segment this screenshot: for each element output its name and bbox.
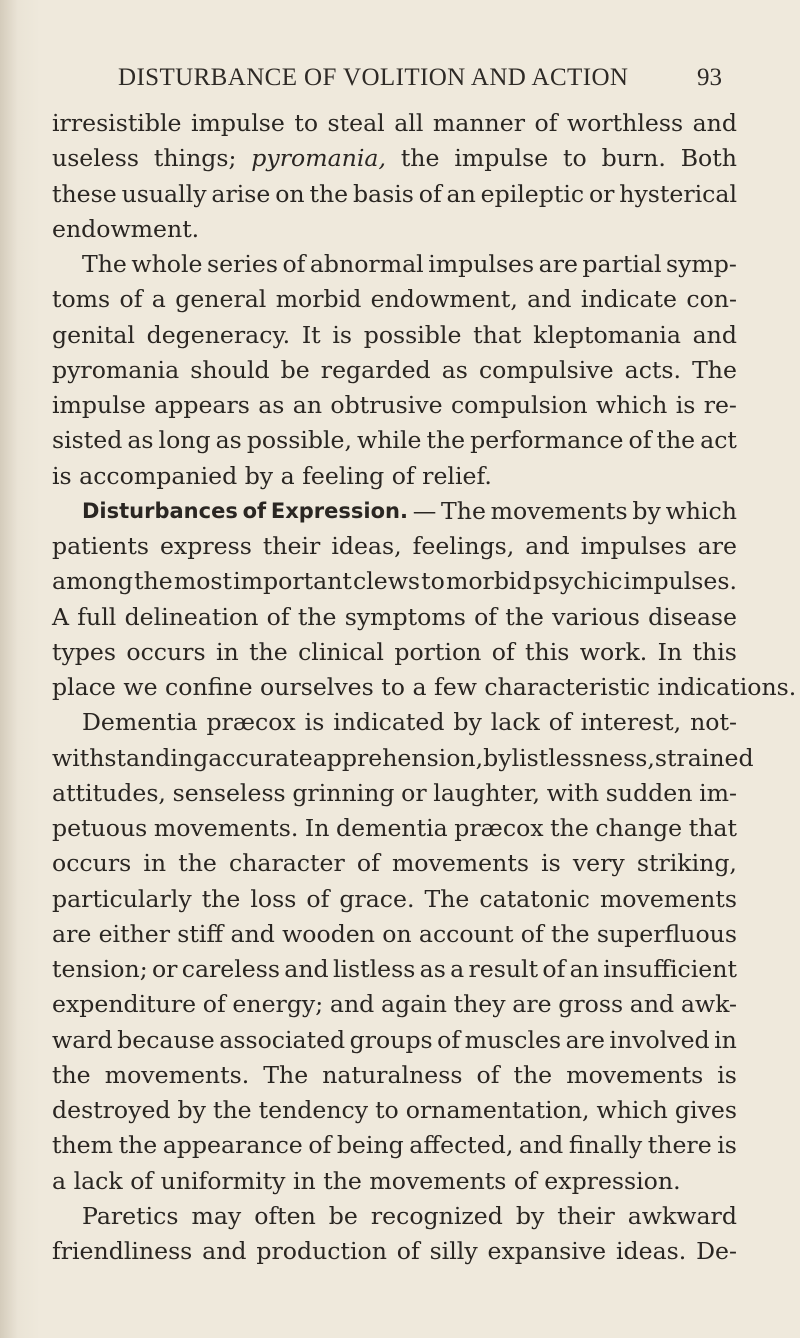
word: is bbox=[717, 1131, 737, 1160]
word: compulsion bbox=[450, 391, 588, 419]
word: among bbox=[52, 567, 133, 596]
word: im- bbox=[699, 778, 737, 807]
word: destroyed bbox=[52, 1096, 171, 1124]
text-line bbox=[52, 318, 737, 353]
word: listless bbox=[332, 955, 416, 983]
word: a bbox=[151, 285, 166, 314]
word: which bbox=[665, 496, 737, 525]
word: movements bbox=[599, 884, 737, 913]
word: in bbox=[215, 637, 239, 666]
word: De- bbox=[696, 1237, 737, 1265]
word: movements bbox=[490, 496, 628, 525]
word: particularly bbox=[52, 884, 192, 913]
word: abnormal bbox=[309, 250, 424, 278]
word: most bbox=[173, 567, 233, 596]
word: pyromania, bbox=[251, 144, 386, 173]
word: performance bbox=[470, 426, 624, 455]
word: the bbox=[201, 884, 241, 913]
word: grinning bbox=[292, 778, 395, 807]
word: is bbox=[675, 391, 696, 419]
word: and bbox=[230, 919, 275, 948]
word: appears bbox=[154, 391, 250, 419]
word: movements. bbox=[104, 1060, 250, 1089]
word: obtrusive bbox=[330, 391, 443, 419]
word: toms bbox=[52, 285, 111, 314]
word: an bbox=[292, 391, 323, 419]
word: or bbox=[401, 778, 427, 807]
text-line bbox=[52, 741, 754, 776]
word: morbid bbox=[445, 567, 532, 596]
text-line bbox=[52, 811, 737, 846]
text-line bbox=[52, 423, 737, 458]
word: accurate bbox=[208, 743, 313, 772]
word: involved bbox=[609, 1025, 710, 1054]
word: account bbox=[418, 919, 514, 948]
word: gives bbox=[674, 1096, 737, 1124]
text-line bbox=[52, 564, 737, 599]
word: and bbox=[329, 990, 375, 1019]
text-span: place we confine ourselves to a few characteristic indications. bbox=[52, 673, 797, 701]
word: and bbox=[525, 532, 570, 560]
word: either bbox=[98, 919, 171, 948]
word: sisted bbox=[52, 426, 123, 455]
word: things; bbox=[153, 144, 237, 173]
word: impulse bbox=[454, 144, 549, 173]
text-line bbox=[52, 282, 737, 317]
word: genital bbox=[52, 320, 135, 349]
word: which bbox=[595, 391, 668, 419]
word: dementia bbox=[336, 814, 448, 842]
text-span: endowment. bbox=[52, 214, 200, 243]
word: the bbox=[178, 849, 217, 878]
word: possible bbox=[363, 320, 462, 349]
word: while bbox=[357, 426, 422, 455]
word: of bbox=[474, 602, 497, 631]
text-line bbox=[52, 917, 737, 952]
word: result bbox=[468, 955, 539, 983]
word: of bbox=[548, 708, 572, 737]
word: the bbox=[505, 602, 544, 631]
word: Disturbances bbox=[82, 498, 238, 523]
word: as bbox=[127, 426, 154, 455]
word: a bbox=[450, 955, 465, 983]
word: energy; bbox=[232, 990, 324, 1019]
word: should bbox=[190, 355, 270, 384]
word: is bbox=[304, 708, 325, 737]
word: useless bbox=[52, 144, 139, 173]
word: change bbox=[595, 814, 683, 842]
word: symp- bbox=[666, 250, 737, 278]
word: to bbox=[563, 144, 587, 173]
text-line bbox=[52, 776, 737, 811]
word: finally bbox=[568, 1131, 643, 1160]
word: Dementia bbox=[82, 708, 198, 737]
body-text bbox=[52, 106, 797, 1269]
word: lack bbox=[490, 708, 540, 737]
word: the bbox=[309, 179, 349, 208]
word: of bbox=[437, 1025, 461, 1054]
word: and bbox=[284, 955, 329, 983]
word: of bbox=[476, 1060, 500, 1089]
word: careless bbox=[181, 955, 280, 983]
word: important bbox=[233, 567, 352, 596]
word: are bbox=[52, 919, 92, 948]
text-line bbox=[52, 459, 737, 494]
word: all bbox=[394, 109, 424, 137]
word: impulse bbox=[52, 391, 146, 419]
word: delineation bbox=[124, 602, 259, 631]
word: be bbox=[328, 1201, 358, 1230]
word: recognized bbox=[370, 1201, 503, 1230]
word: of bbox=[306, 884, 330, 913]
word: The bbox=[263, 1060, 309, 1089]
word: catatonic bbox=[479, 884, 590, 913]
word: muscles bbox=[464, 1025, 562, 1054]
word: degeneracy. bbox=[146, 320, 291, 349]
word: of bbox=[242, 498, 267, 523]
word: awkward bbox=[627, 1201, 737, 1230]
word: to bbox=[421, 567, 445, 596]
word: expenditure bbox=[52, 990, 197, 1019]
word: be bbox=[280, 355, 310, 384]
word: full bbox=[77, 602, 117, 631]
word: or bbox=[588, 179, 615, 208]
word: work. bbox=[579, 637, 648, 666]
word: tendency bbox=[258, 1096, 369, 1124]
word: partial bbox=[582, 250, 662, 278]
word: of bbox=[308, 1131, 332, 1160]
text-line bbox=[52, 1058, 737, 1093]
word: the bbox=[656, 426, 696, 455]
page-header bbox=[118, 64, 722, 98]
text-line bbox=[52, 705, 737, 740]
word: of bbox=[202, 990, 226, 1019]
word: by bbox=[632, 496, 661, 525]
word: con- bbox=[686, 285, 737, 314]
word: of bbox=[520, 919, 544, 948]
word: being bbox=[336, 1131, 404, 1160]
word: awk- bbox=[680, 990, 737, 1019]
word: movements. bbox=[153, 814, 299, 842]
word: kleptomania bbox=[533, 320, 681, 349]
word: and bbox=[692, 109, 737, 137]
word: of bbox=[491, 637, 515, 666]
word: indicated bbox=[333, 708, 445, 737]
word: occurs bbox=[52, 849, 132, 878]
word: impulses bbox=[580, 532, 687, 560]
word: impulses bbox=[428, 250, 535, 278]
word: clews bbox=[353, 567, 421, 596]
word: ward bbox=[52, 1025, 113, 1054]
word: interest, bbox=[580, 708, 682, 737]
word: the bbox=[400, 144, 440, 173]
word: general bbox=[175, 285, 267, 314]
word: attitudes, bbox=[52, 778, 166, 807]
word: movements bbox=[566, 1060, 704, 1089]
word: or bbox=[151, 955, 178, 983]
word: as bbox=[258, 391, 285, 419]
word: as bbox=[441, 355, 468, 384]
word: The bbox=[692, 355, 737, 384]
word: movements bbox=[391, 849, 529, 878]
word: disease bbox=[648, 602, 737, 631]
word: worthless bbox=[566, 109, 684, 137]
text-line bbox=[52, 1023, 737, 1058]
text-line bbox=[52, 635, 737, 670]
text-line bbox=[52, 529, 737, 564]
word: the bbox=[426, 426, 466, 455]
word: of bbox=[418, 179, 442, 208]
word: their bbox=[557, 1201, 615, 1230]
word: insufficient bbox=[603, 955, 737, 983]
word: portion bbox=[394, 637, 482, 666]
word: impulses. bbox=[623, 567, 737, 596]
text-line bbox=[52, 212, 737, 247]
word: præcox bbox=[206, 708, 296, 737]
word: appearance bbox=[162, 1131, 303, 1160]
word: these bbox=[52, 179, 117, 208]
word: Paretics bbox=[82, 1201, 179, 1230]
word: to bbox=[375, 1096, 399, 1124]
word: striking, bbox=[636, 849, 737, 878]
word: The bbox=[82, 250, 127, 278]
word: the bbox=[297, 602, 337, 631]
word: which bbox=[596, 1096, 668, 1124]
word: epileptic bbox=[480, 179, 585, 208]
word: the bbox=[52, 1060, 91, 1089]
word: the bbox=[550, 814, 589, 842]
word: and bbox=[692, 320, 737, 349]
word: In bbox=[657, 637, 683, 666]
word: of bbox=[542, 955, 566, 983]
word: tension; bbox=[52, 955, 148, 983]
word: not- bbox=[690, 708, 737, 737]
word: apprehension, bbox=[312, 743, 484, 772]
word: are bbox=[512, 990, 552, 1019]
word: types bbox=[52, 637, 116, 666]
word: this bbox=[692, 637, 737, 666]
word: by bbox=[177, 1096, 206, 1124]
text-line bbox=[52, 388, 737, 423]
word: Expression. bbox=[270, 498, 408, 523]
word: act bbox=[700, 426, 737, 455]
word: feelings, bbox=[412, 532, 515, 560]
word: of bbox=[266, 602, 290, 631]
word: Both bbox=[680, 144, 737, 173]
word: affected, bbox=[409, 1131, 514, 1160]
word: is bbox=[332, 320, 353, 349]
word: the bbox=[249, 637, 288, 666]
word: as bbox=[215, 426, 242, 455]
word: possible, bbox=[246, 426, 352, 455]
word: are bbox=[697, 532, 737, 560]
text-line bbox=[52, 1234, 737, 1269]
text-line bbox=[52, 1164, 737, 1199]
word: by bbox=[515, 1201, 545, 1230]
word: grace. bbox=[339, 884, 415, 913]
word: occurs bbox=[126, 637, 206, 666]
word: the bbox=[134, 567, 173, 596]
text-line bbox=[52, 600, 737, 635]
word: their bbox=[262, 532, 321, 560]
text-line bbox=[52, 106, 737, 141]
word: indicate bbox=[580, 285, 678, 314]
word: impulse bbox=[190, 109, 285, 137]
word: by bbox=[483, 743, 512, 772]
word: laughter, bbox=[433, 778, 541, 807]
word: that bbox=[688, 814, 737, 842]
text-line bbox=[52, 670, 797, 705]
word: in bbox=[714, 1025, 737, 1054]
word: steal bbox=[327, 109, 385, 137]
word: — bbox=[412, 496, 437, 525]
word: The bbox=[424, 884, 470, 913]
word: of bbox=[628, 426, 652, 455]
word: A bbox=[52, 602, 70, 631]
word: is bbox=[717, 1060, 737, 1089]
word: The bbox=[441, 496, 486, 525]
word: listlessness, bbox=[511, 743, 655, 772]
word: usually bbox=[121, 179, 207, 208]
word: ideas. bbox=[615, 1237, 687, 1265]
word: basis bbox=[352, 179, 414, 208]
word: the bbox=[118, 1131, 158, 1160]
word: petuous bbox=[52, 814, 148, 842]
word: It bbox=[301, 320, 321, 349]
word: again bbox=[380, 990, 447, 1019]
text-line bbox=[52, 1199, 737, 1234]
word: may bbox=[191, 1201, 242, 1230]
word: the bbox=[513, 1060, 553, 1089]
word: of bbox=[282, 250, 306, 278]
word: an bbox=[569, 955, 599, 983]
text-line bbox=[52, 987, 737, 1022]
text-line bbox=[52, 494, 737, 529]
word: that bbox=[473, 320, 522, 349]
word: arise bbox=[211, 179, 271, 208]
word: this bbox=[525, 637, 570, 666]
word: expansive bbox=[487, 1237, 607, 1265]
word: groups bbox=[349, 1025, 433, 1054]
word: naturalness bbox=[322, 1060, 463, 1089]
text-line bbox=[52, 1128, 737, 1163]
word: wooden bbox=[282, 919, 375, 948]
text-line bbox=[52, 846, 737, 881]
word: whole bbox=[131, 250, 203, 278]
word: and bbox=[202, 1237, 247, 1265]
word: various bbox=[552, 602, 640, 631]
word: senseless bbox=[172, 778, 286, 807]
running-title: DISTURBANCE OF VOLITION AND ACTION bbox=[118, 64, 629, 91]
word: hysterical bbox=[619, 179, 737, 208]
word: sudden bbox=[605, 778, 693, 807]
word: acts. bbox=[624, 355, 681, 384]
page-number: 93 bbox=[697, 64, 722, 91]
word: of bbox=[356, 849, 380, 878]
word: superfluous bbox=[596, 919, 737, 948]
word: as bbox=[419, 955, 446, 983]
word: and bbox=[518, 1131, 564, 1160]
word: silly bbox=[429, 1237, 478, 1265]
word: friendliness bbox=[52, 1237, 193, 1265]
word: associated bbox=[219, 1025, 346, 1054]
text-line bbox=[52, 141, 737, 176]
word: to bbox=[294, 109, 319, 137]
text-line bbox=[52, 177, 737, 212]
word: manner bbox=[432, 109, 525, 137]
word: and bbox=[527, 285, 572, 314]
word: In bbox=[304, 814, 330, 842]
word: by bbox=[453, 708, 482, 737]
word: of bbox=[396, 1237, 420, 1265]
word: they bbox=[453, 990, 506, 1019]
word: with bbox=[546, 778, 600, 807]
word: withstanding bbox=[52, 743, 209, 772]
word: express bbox=[159, 532, 252, 560]
word: on bbox=[382, 919, 412, 948]
text-span: a lack of uniformity in the movements of expression. bbox=[52, 1166, 681, 1195]
word: and bbox=[629, 990, 675, 1019]
word: regarded bbox=[320, 355, 431, 384]
word: on bbox=[275, 179, 305, 208]
word: the bbox=[550, 919, 590, 948]
word: of bbox=[534, 109, 558, 137]
word: clinical bbox=[298, 637, 384, 666]
word: ideas, bbox=[331, 532, 402, 560]
word: often bbox=[254, 1201, 316, 1230]
word: the bbox=[212, 1096, 252, 1124]
word: are bbox=[565, 1025, 605, 1054]
word: of bbox=[119, 285, 143, 314]
text-line bbox=[52, 247, 737, 282]
word: series bbox=[206, 250, 278, 278]
word: character bbox=[228, 849, 345, 878]
word: stiff bbox=[177, 919, 224, 948]
word: because bbox=[117, 1025, 215, 1054]
word: in bbox=[143, 849, 167, 878]
word: long bbox=[158, 426, 211, 455]
text-line bbox=[52, 882, 737, 917]
word: pyromania bbox=[52, 355, 180, 384]
word: production bbox=[256, 1237, 387, 1265]
word: compulsive bbox=[478, 355, 614, 384]
word: strained bbox=[654, 743, 754, 772]
word: endowment, bbox=[370, 285, 518, 314]
text-span: is accompanied by a feeling of relief. bbox=[52, 461, 492, 490]
word: patients bbox=[52, 532, 149, 560]
word: præcox bbox=[454, 814, 544, 842]
word: burn. bbox=[601, 144, 666, 173]
word: irresistible bbox=[52, 109, 182, 137]
word: is bbox=[541, 849, 561, 878]
word: ornamentation, bbox=[405, 1096, 590, 1124]
word: there bbox=[647, 1131, 712, 1160]
word: an bbox=[446, 179, 476, 208]
word: very bbox=[572, 849, 625, 878]
word: loss bbox=[250, 884, 297, 913]
word: re- bbox=[703, 391, 737, 419]
word: them bbox=[52, 1131, 114, 1160]
word: are bbox=[538, 250, 578, 278]
word: symptoms bbox=[344, 602, 466, 631]
text-line bbox=[52, 353, 737, 388]
word: gross bbox=[558, 990, 624, 1019]
text-line bbox=[52, 1093, 737, 1128]
word: morbid bbox=[275, 285, 362, 314]
text-line bbox=[52, 952, 737, 987]
word: psychic bbox=[532, 567, 623, 596]
